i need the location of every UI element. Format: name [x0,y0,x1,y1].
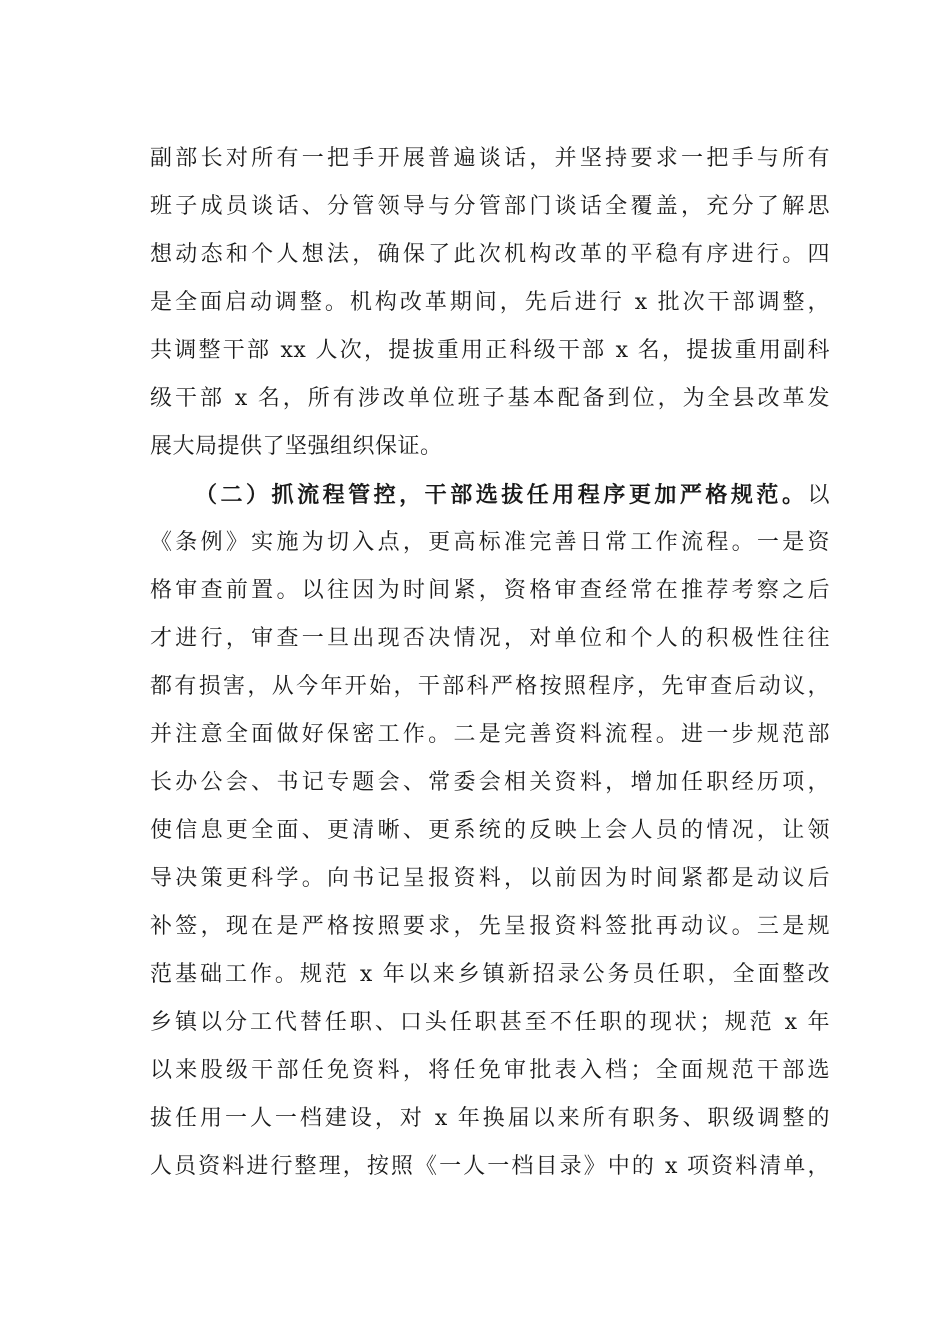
paragraph-1-line-6: 级干部 x 名，所有涉改单位班子基本配备到位，为全县改革发 [150,386,830,411]
paragraph-2-line-4: 都有损害，从今年开始，干部科严格按照程序，先审查后动议， [150,674,830,699]
paragraph-2-line-9: 补签，现在是严格按照要求，先呈报资料签批再动议。三是规 [150,914,830,939]
paragraph-1-line-3: 想动态和个人想法，确保了此次机构改革的平稳有序进行。四 [150,242,830,267]
paragraph-2-line-7: 使信息更全面、更清晰、更系统的反映上会人员的情况，让领 [150,818,830,843]
paragraph-2-line-13: 拔任用一人一档建设，对 x 年换届以来所有职务、职级调整的 [150,1106,830,1131]
paragraph-1-line-2: 班子成员谈话、分管领导与分管部门谈话全覆盖，充分了解思 [150,194,830,219]
paragraph-2-line-11: 乡镇以分工代替任职、口头任职甚至不任职的现状；规范 x 年 [150,1010,830,1035]
paragraph-1-line-7: 展大局提供了坚强组织保证。 [150,434,443,459]
paragraph-2-line-1: 《条例》实施为切入点，更高标准完善日常工作流程。一是资 [150,530,830,555]
paragraph-2-line-2: 格审查前置。以往因为时间紧，资格审查经常在推荐考察之后 [150,578,830,603]
paragraph-2-line-6: 长办公会、书记专题会、常委会相关资料，增加任职经历项， [150,770,830,795]
paragraph-2-line-5: 并注意全面做好保密工作。二是完善资料流程。进一步规范部 [150,722,830,747]
section-heading: （二）抓流程管控，干部选拔任用程序更加严格规范。 [195,482,808,508]
paragraph-2-line-12: 以来股级干部任免资料，将任免审批表入档；全面规范干部选 [150,1058,830,1083]
paragraph-2-line-8: 导决策更科学。向书记呈报资料，以前因为时间紧都是动议后 [150,866,830,891]
paragraph-2-line-3: 才进行，审查一旦出现否决情况，对单位和个人的积极性往往 [150,626,830,651]
paragraph-1-line-4: 是全面启动调整。机构改革期间，先后进行 x 批次干部调整， [150,290,830,315]
paragraph-1-line-5: 共调整干部 xx 人次，提拔重用正科级干部 x 名，提拔重用副科 [150,338,830,363]
paragraph-2-line-10: 范基础工作。规范 x 年以来乡镇新招录公务员任职，全面整改 [150,962,830,987]
paragraph-2-heading-line [150,471,830,519]
heading-tail-text: 以 [807,483,830,508]
paragraph-2-line-14: 人员资料进行整理，按照《一人一档目录》中的 x 项资料清单， [150,1154,830,1179]
paragraph-1-line-1: 副部长对所有一把手开展普遍谈话，并坚持要求一把手与所有 [150,146,830,171]
